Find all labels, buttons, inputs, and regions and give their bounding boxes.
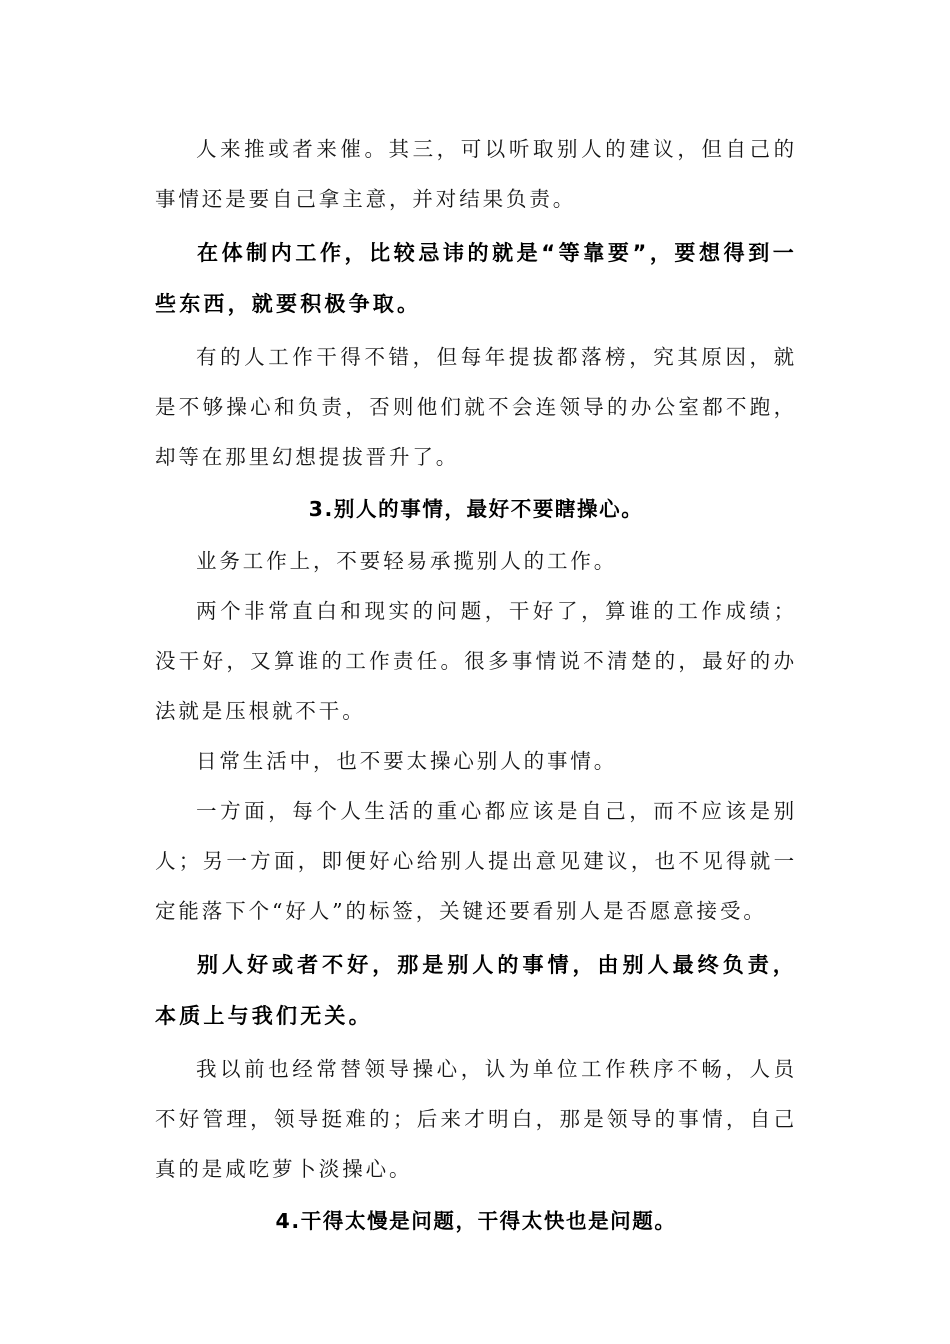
paragraph: 人来推或者来催。其三，可以听取别人的建议，但自己的事情还是要自己拿主意，并对结果负责。 <box>155 137 797 211</box>
paragraph: 我以前也经常替领导操心，认为单位工作秩序不畅，人员不好管理，领导挺难的；后来才明白，那是领导的事情，自己真的是咸吃萝卜淡操心。 <box>155 1057 797 1181</box>
paragraph: 日常生活中，也不要太操心别人的事情。 <box>196 749 618 773</box>
paragraph: 业务工作上，不要轻易承揽别人的工作。 <box>196 549 618 573</box>
section-heading: 4.干得太慢是问题，干得太快也是问题。 <box>275 1209 677 1233</box>
document-body <box>155 124 797 1248</box>
paragraph: 两个非常直白和现实的问题，干好了，算谁的工作成绩；没干好，又算谁的工作责任。很多事情说不清楚的，最好的办法就是压根就不干。 <box>155 599 797 723</box>
bold-paragraph: 别人好或者不好，那是别人的事情，由别人最终负责，本质上与我们无关。 <box>155 953 797 1028</box>
paragraph: 有的人工作干得不错，但每年提拔都落榜，究其原因，就是不够操心和负责，否则他们就不会连领导的办公室都不跑，却等在那里幻想提拔晋升了。 <box>155 345 797 469</box>
bold-paragraph: 在体制内工作，比较忌讳的就是“等靠要”，要想得到一些东西，就要积极争取。 <box>155 241 797 316</box>
paragraph: 一方面，每个人生活的重心都应该是自己，而不应该是别人；另一方面，即便好心给别人提出意见建议，也不见得就一定能落下个“好人”的标签，关键还要看别人是否愿意接受。 <box>155 799 797 923</box>
section-heading: 3.别人的事情，最好不要瞎操心。 <box>308 497 644 521</box>
